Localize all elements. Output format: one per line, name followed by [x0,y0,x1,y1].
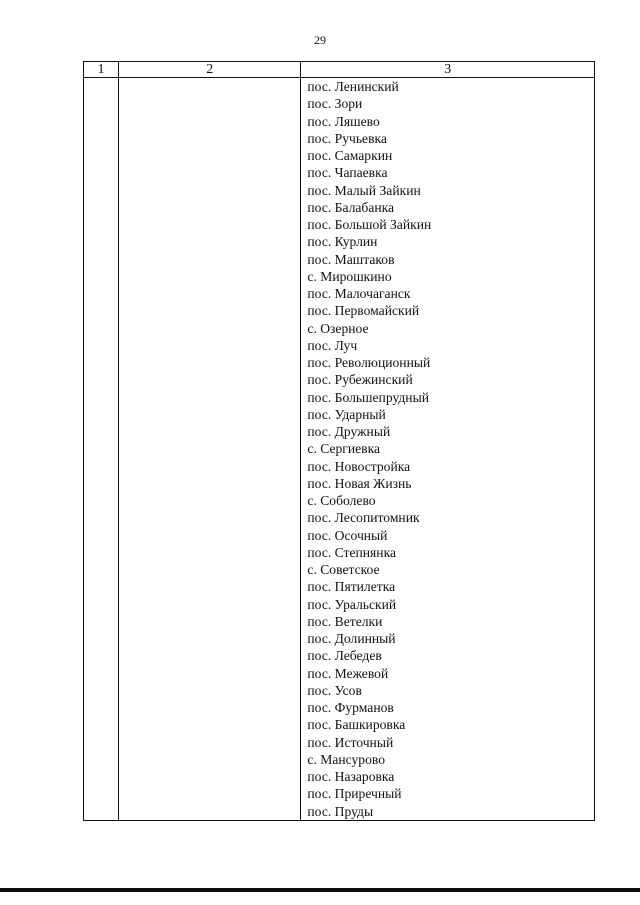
settlement-item: пос. Большепрудный [307,389,429,405]
settlement-item: пос. Первомайский [307,303,420,319]
settlement-item: пос. Ручьевка [307,130,387,146]
settlement-item: пос. Долинный [307,631,396,646]
settlement-item: пос. Большой Зайкин [307,217,432,232]
table-row [84,78,595,821]
column-3-cell [301,78,595,821]
settlement-item: пос. Дружный [307,424,391,439]
settlement-item: пос. Лесопитомник [307,510,420,526]
settlement-item: пос. Уральский [307,596,397,612]
settlement-item: пос. Источный [307,734,394,750]
settlement-item: пос. Башкировка [307,717,406,733]
settlement-item: пос. Рубежинский [307,372,413,388]
settlement-item: пос. Новая Жизнь [307,475,412,491]
settlement-item: с. Советское [307,562,380,577]
settlement-item: пос. Пятилетка [307,579,396,595]
settlement-item: пос. Назаровка [307,769,395,784]
settlements-table [83,61,595,821]
page-number: 29 [314,33,326,47]
settlement-item: пос. Межевой [307,665,389,681]
settlement-list [301,78,594,820]
settlement-item: пос. Лебедев [307,648,382,664]
settlement-item: пос. Фурманов [307,700,394,715]
settlement-item: пос. Ветелки [307,613,383,629]
settlement-item: пос. Курлин [307,234,378,250]
settlement-item: пос. Малочаганск [307,286,411,301]
column-header-1: 1 [84,62,119,78]
column-header-2: 2 [119,62,301,78]
column-1-cell [84,78,119,821]
settlement-item: с. Мансурово [307,751,385,767]
settlement-item: с. Сергиевка [307,441,381,457]
bottom-rule [0,888,640,892]
settlement-item: пос. Луч [307,337,358,353]
settlement-item: с. Озерное [307,320,369,336]
settlement-item: пос. Балабанка [307,199,395,215]
settlement-item: пос. Степнянка [307,544,397,560]
settlement-item: пос. Приречный [307,786,402,802]
settlement-item: пос. Ударный [307,406,386,422]
settlement-item: пос. Осочный [307,527,388,543]
settlement-item: пос. Новостройка [307,458,411,474]
settlement-item: пос. Маштаков [307,251,395,267]
settlement-item: пос. Малый Зайкин [307,182,421,198]
column-2-cell [119,78,301,821]
settlement-item: пос. Ляшево [307,113,380,129]
settlement-item: с. Мирошкино [307,268,392,284]
settlement-item: пос. Усов [307,682,362,698]
settlement-item: пос. Пруды [307,803,374,819]
settlement-item: пос. Ленинский [307,79,399,94]
column-header-3: 3 [301,62,595,78]
settlement-item: с. Соболево [307,493,376,508]
settlement-item: пос. Зори [307,96,363,112]
settlement-item: пос. Чапаевка [307,165,388,181]
settlement-item: пос. Самаркин [307,148,393,163]
settlement-item: пос. Революционный [307,355,431,370]
table-header-row [84,62,595,78]
